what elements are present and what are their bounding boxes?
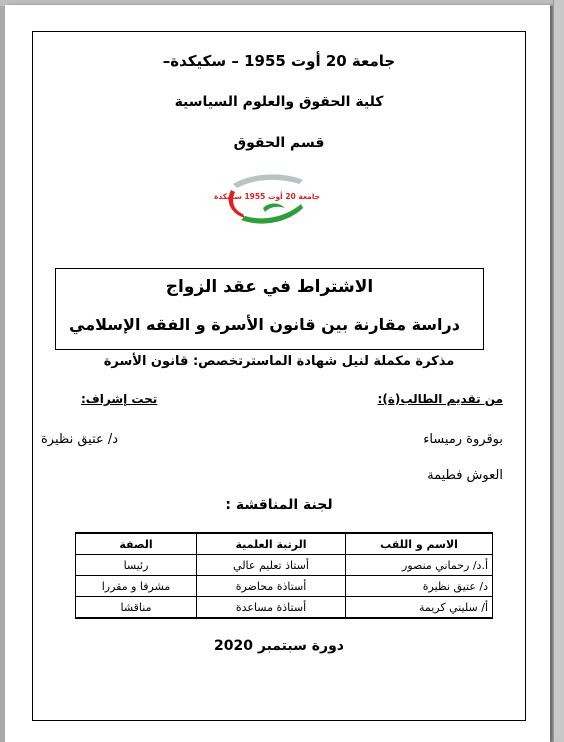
page-border-frame xyxy=(32,31,526,721)
student-name-2: العوش فطيمة xyxy=(427,468,503,483)
table-cell-rank: أستاذة مساعدة xyxy=(197,597,346,619)
supervisor-name: د/ عتيق نظيرة xyxy=(41,432,119,447)
table-cell-name: أ/ سليني كريمة xyxy=(346,597,493,619)
student-name-1: بوقروة رميساء xyxy=(423,432,503,447)
faculty-name: كلية الحقوق والعلوم السياسية xyxy=(174,94,384,110)
supervision-label: تحت إشراف: xyxy=(81,392,158,406)
thesis-subtitle: دراسة مقارنة بين قانون الأسرة و الفقه الإسلامي xyxy=(69,315,460,334)
university-logo xyxy=(213,170,321,226)
logo-gray-swoosh xyxy=(233,174,303,188)
thesis-title: الاشتراط في عقد الزواج xyxy=(165,277,374,297)
logo-green-mark xyxy=(263,204,285,213)
table-header-role: الصفة xyxy=(76,533,197,555)
table-cell-role: رئيسا xyxy=(76,555,197,576)
table-header-row xyxy=(76,533,493,555)
table-cell-name: د/ عتيق نظيرة xyxy=(346,576,493,597)
table-row xyxy=(76,597,493,619)
table-row xyxy=(76,576,493,597)
university-name: جامعة 20 أوت 1955 – سكيكدة– xyxy=(162,52,396,70)
table-cell-name: أ.د/ رحماني منصور xyxy=(346,555,493,576)
table-row xyxy=(76,555,493,576)
table-cell-role: مناقشا xyxy=(76,597,197,619)
committee-title: لجنة المناقشة : xyxy=(225,497,333,513)
table-cell-role: مشرفا و مقررا xyxy=(76,576,197,597)
thesis-title-box xyxy=(55,268,484,350)
logo-text: جامعة 20 أوت 1955 سكيكدة xyxy=(213,192,321,201)
table-cell-rank: أستاذة محاضرة xyxy=(197,576,346,597)
session-date: دورة سبتمبر 2020 xyxy=(214,638,344,654)
memo-description: مذكرة مكملة لنيل شهادة الماسترتخصص: قانون الأسرة xyxy=(103,354,455,369)
table-header-rank: الرتبة العلمية xyxy=(197,533,346,555)
table-header-name: الاسم و اللقب xyxy=(346,533,493,555)
document-page xyxy=(5,5,550,742)
students-label: من تقديم الطالب(ة): xyxy=(377,392,503,406)
vertical-scrollbar[interactable] xyxy=(553,0,564,742)
committee-table xyxy=(75,532,493,619)
department-name: قسم الحقوق xyxy=(233,135,325,151)
table-cell-rank: أستاذ تعليم عالي xyxy=(197,555,346,576)
